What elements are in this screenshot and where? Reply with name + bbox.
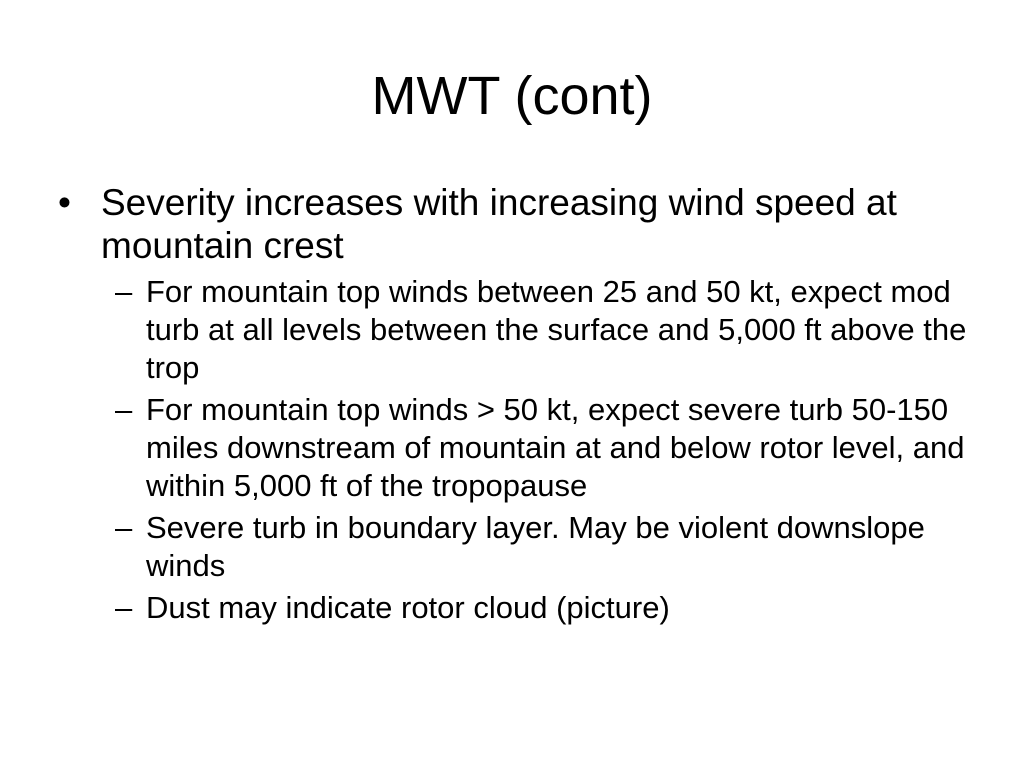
dash-icon: – <box>115 590 133 625</box>
bullet-item <box>58 181 978 267</box>
sub-bullet-list <box>58 273 978 627</box>
dash-icon: – <box>115 274 133 309</box>
slide-content <box>58 181 978 631</box>
sub-bullet-text: Severe turb in boundary layer. May be violent downslope winds <box>146 510 925 583</box>
sub-bullet-item <box>58 273 978 387</box>
sub-bullet-text: Dust may indicate rotor cloud (picture) <box>146 590 670 625</box>
sub-bullet-item <box>58 509 978 585</box>
sub-bullet-item <box>58 391 978 505</box>
sub-bullet-text: For mountain top winds between 25 and 50 kt, expect mod turb at all levels between the surface and 5,000 ft above the trop <box>146 274 967 385</box>
sub-bullet-item <box>58 589 978 627</box>
bullet-text: Severity increases with increasing wind speed at mountain crest <box>101 182 897 266</box>
dash-icon: – <box>115 510 133 545</box>
dash-icon: – <box>115 392 133 427</box>
bullet-icon: • <box>58 182 71 223</box>
sub-bullet-text: For mountain top winds > 50 kt, expect severe turb 50-150 miles downstream of mountain at and below rotor level, and within 5,000 ft of the tropopause <box>146 392 965 503</box>
slide-title: MWT (cont) <box>371 66 653 126</box>
